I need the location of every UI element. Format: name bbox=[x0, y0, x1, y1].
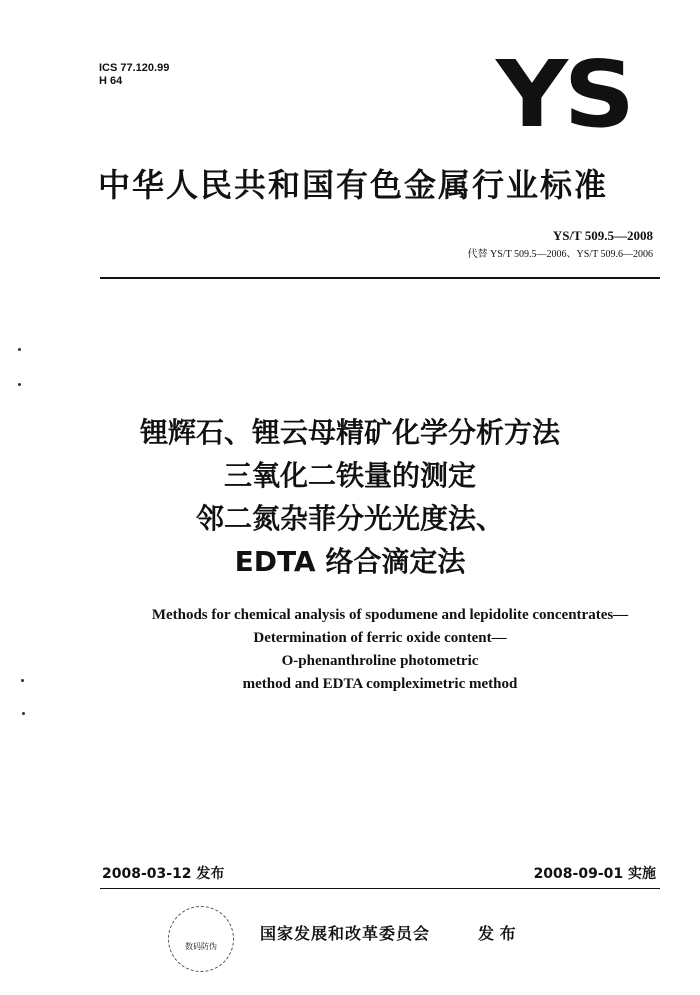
footer-divider bbox=[100, 888, 660, 889]
header-divider bbox=[100, 277, 660, 279]
title-en-line-1: Methods for chemical analysis of spodumene and lepidolite concentrates— bbox=[151, 607, 629, 623]
title-en-line-3: O-phenanthroline photometric bbox=[281, 653, 479, 669]
organization-title: 中华人民共和国有色金属行业标准 bbox=[98, 166, 609, 204]
implementation-date: 2008-09-01 实施 bbox=[533, 866, 656, 882]
title-cn-line-2: 三氧化二铁量的测定 bbox=[223, 459, 476, 492]
title-cn-line-1: 锂辉石、锂云母精矿化学分析方法 bbox=[139, 416, 560, 449]
title-cn-line-4: EDTA 络合滴定法 bbox=[234, 545, 466, 578]
anti-counterfeit-stamp bbox=[168, 906, 234, 972]
issuing-authority: 国家发展和改革委员会 bbox=[260, 924, 431, 943]
title-cn-line-3: 邻二氮杂菲分光光度法、 bbox=[195, 502, 504, 535]
stamp-text: 数码防伪 bbox=[185, 942, 217, 951]
publish-label: 发 布 bbox=[478, 924, 516, 943]
standard-number: YS/T 509.5—2008 bbox=[552, 228, 653, 243]
classification-code: H 64 bbox=[99, 75, 123, 87]
scan-speck bbox=[18, 383, 21, 386]
scan-speck bbox=[22, 712, 25, 715]
title-en-line-4: method and EDTA compleximetric method bbox=[242, 676, 518, 692]
replaces-standards: 代替 YS/T 509.5—2006、YS/T 509.6—2006 bbox=[467, 249, 653, 260]
ics-code: ICS 77.120.99 bbox=[99, 62, 170, 74]
scan-speck bbox=[18, 348, 21, 351]
title-en-line-2: Determination of ferric oxide content— bbox=[253, 630, 507, 646]
ys-logo: YS bbox=[496, 41, 631, 148]
issue-date: 2008-03-12 发布 bbox=[102, 866, 225, 882]
